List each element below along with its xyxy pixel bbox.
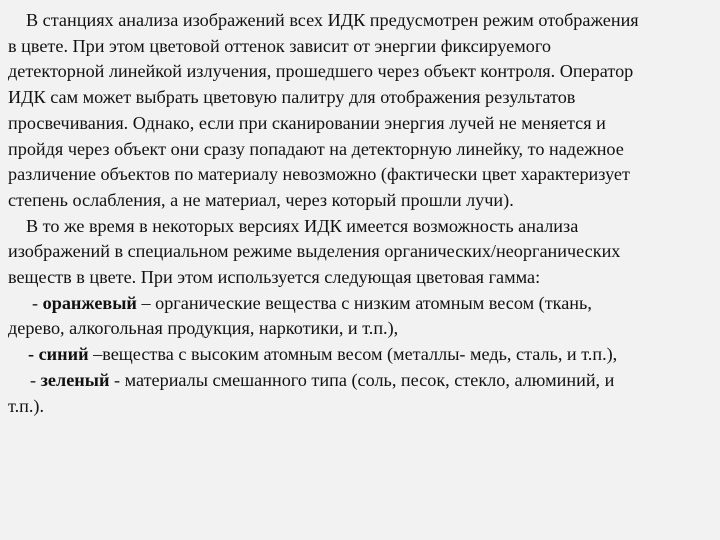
color-term-orange: оранжевый (42, 292, 137, 313)
paragraph-line: В станциях анализа изображений всех ИДК предусмотрен режим отображения (26, 10, 639, 30)
color-description: –вещества с высоким атомным весом (металлы- медь, сталь, и т.п.), (88, 344, 618, 365)
list-dash: - (30, 369, 41, 390)
list-dash: - (28, 344, 39, 365)
color-term-blue: синий (38, 344, 89, 365)
color-item-green-continuation: т.п.). (8, 395, 45, 416)
color-description: - материалы смешанного типа (соль, песок, стекло, алюминий, и (109, 369, 615, 390)
color-description: – органические вещества с низким атомным весом (ткань, (136, 292, 592, 313)
paragraph-line: в цвете. При этом цветовой оттенок зависит от энергии фиксируемого (8, 35, 551, 56)
paragraph-organic-mode (8, 214, 712, 291)
color-scale-list (8, 291, 712, 420)
color-item-orange-continuation: дерево, алкогольная продукция, наркотики, и т.п.), (8, 318, 399, 339)
paragraph-color-display (8, 8, 712, 214)
color-item-orange (8, 291, 712, 317)
paragraph-line: просвечивания. Однако, если при сканировании энергия лучей не меняется и (8, 112, 606, 133)
paragraph-line: различение объектов по материалу невозможно (фактически цвет характеризует (8, 164, 630, 185)
list-dash: - (32, 292, 43, 313)
paragraph-line: ИДК сам может выбрать цветовую палитру для отображения результатов (8, 87, 576, 108)
color-item-green (8, 368, 712, 394)
paragraph-line: веществ в цвете. При этом используется следующая цветовая гамма: (8, 267, 541, 288)
color-term-green: зеленый (40, 369, 110, 390)
paragraph-line: В то же время в некоторых версиях ИДК имеется возможность анализа (26, 215, 579, 236)
paragraph-line: изображений в специальном режиме выделения органических/неорганических (8, 241, 621, 262)
paragraph-line: степень ослабления, а не материал, через который прошли лучи). (8, 189, 514, 210)
document-text (8, 8, 712, 419)
paragraph-line: пройдя через объект они сразу попадают на детекторную линейку, то надежное (8, 138, 624, 159)
paragraph-line: детекторной линейкой излучения, прошедшего через объект контроля. Оператор (8, 61, 634, 82)
color-item-blue (8, 342, 712, 368)
